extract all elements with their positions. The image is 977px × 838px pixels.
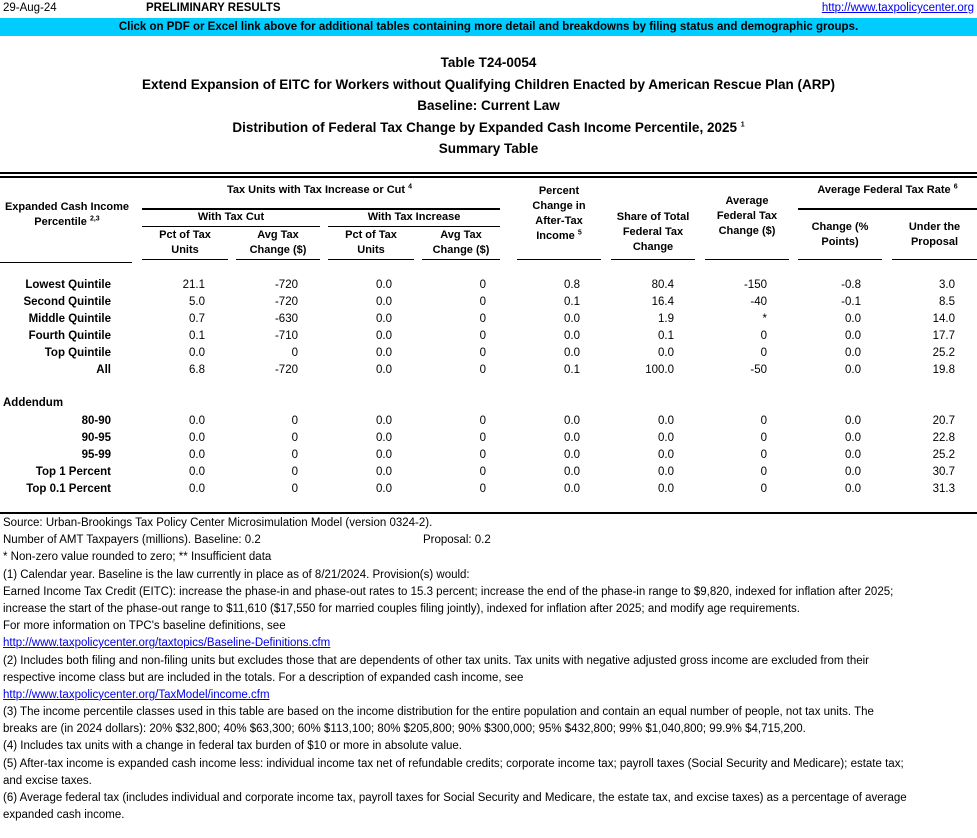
share-total-change-cell: 80.4 [651, 279, 674, 291]
footnote-3-cont: breaks are (in 2024 dollars): 20% $32,800; 40% $63,300; 60% $113,100; 80% $205,800; 90% $300,000; 95% $432,800; 99% $1,040,800; 99.9% $4,715,200. [3, 723, 806, 736]
table-subtitle [0, 117, 977, 139]
header-line: Average [725, 195, 769, 207]
footnotes [3, 515, 975, 824]
rate-change-cell: 0.0 [845, 313, 861, 325]
pct-units-cut-cell: 6.8 [189, 364, 205, 376]
rate-change-cell: 0.0 [845, 347, 861, 359]
avg-change-increase-cell: 0 [479, 347, 486, 359]
pct-change-after-tax-cell: 0.0 [564, 466, 580, 478]
header-line: Percent [538, 185, 580, 197]
header-line: Federal Tax [716, 210, 778, 222]
footnote-6-cont: expanded cash income. [3, 809, 125, 822]
info-banner: Click on PDF or Excel link above for additional tables containing more detail and breakdowns by filing status and demographic groups. [0, 18, 977, 36]
row-label: Lowest Quintile [25, 279, 111, 291]
rate-under-proposal-cell: 22.8 [932, 432, 955, 444]
amt-baseline: Number of AMT Taxpayers (millions). Baseline: 0.2 [3, 534, 261, 547]
pct-units-increase-cell: 0.0 [376, 296, 392, 308]
avg-change-increase-header [422, 228, 500, 258]
row-header-line [0, 215, 134, 230]
rate-change-cell: 0.0 [845, 449, 861, 461]
header-underline [611, 259, 695, 260]
header-line: Federal Tax [622, 226, 684, 238]
share-total-change-cell: 16.4 [651, 296, 674, 308]
header-line [517, 229, 601, 244]
rate-under-proposal-cell: 25.2 [932, 347, 955, 359]
pct-units-increase-cell: 0.0 [376, 415, 392, 427]
pct-units-cut-cell: 0.0 [189, 432, 205, 444]
share-total-header [611, 210, 695, 255]
with-tax-cut-header: With Tax Cut [197, 211, 265, 223]
avg-fed-tax-change-cell: -40 [750, 296, 767, 308]
row-label: All [96, 364, 111, 376]
avg-fed-tax-change-cell: 0 [760, 483, 767, 495]
rate-under-proposal-cell: 8.5 [939, 296, 955, 308]
rate-change-cell: -0.1 [841, 296, 861, 308]
addendum-label: Addendum [3, 397, 64, 409]
tpc-site-link[interactable]: http://www.taxpolicycenter.org [821, 2, 974, 14]
avg-fed-tax-change-cell: 0 [760, 466, 767, 478]
pct-units-cut-cell: 0.1 [189, 330, 205, 342]
pct-change-after-tax-cell: 0.0 [564, 415, 580, 427]
row-label: Middle Quintile [28, 313, 111, 325]
footnote-ref: 4 [408, 183, 413, 191]
header-line: Points) [821, 236, 859, 248]
pct-units-increase-header [328, 228, 414, 258]
avg-change-cut-cell: 0 [291, 449, 298, 461]
header-text: Income [536, 230, 575, 242]
avg-fed-rate-group-header [798, 183, 977, 198]
header-line: Pct of Tax [159, 229, 211, 241]
footnote-3: (3) The income percentile classes used in this table are based on the income distribution for the entire population and contain an equal number of people, not tax units. The [3, 706, 874, 719]
rate-under-proposal-cell: 31.3 [932, 483, 955, 495]
header-underline [422, 259, 500, 260]
footnote-2-cont: respective income class but are included in the totals. For a description of expanded cash income, see [3, 671, 524, 684]
avg-fed-tax-change-cell: 0 [760, 415, 767, 427]
header-underline [142, 259, 228, 260]
rate-under-proposal-cell: 19.8 [932, 364, 955, 376]
pct-units-increase-cell: 0.0 [376, 466, 392, 478]
avg-change-increase-cell: 0 [479, 449, 486, 461]
footnote-ref: 2,3 [89, 215, 100, 223]
footnote-1: (1) Calendar year. Baseline is the law currently in place as of 8/21/2024. Provision(s) would: [3, 568, 470, 581]
footnote-1-phaseout: increase the start of the phase-out range to $11,610 ($17,550 for married couples filing jointly), indexed for inflation after 2025; and modify age requirements. [3, 602, 800, 615]
row-label: 90-95 [81, 432, 111, 444]
footnote-4: (4) Includes tax units with a change in federal tax burden of $10 or more in absolute value. [3, 740, 462, 753]
rate-change-cell: 0.0 [845, 483, 861, 495]
footnote-ref: 6 [953, 183, 958, 191]
avg-change-increase-cell: 0 [479, 330, 486, 342]
rate-change-cell: -0.8 [841, 279, 861, 291]
header-line: Avg Tax [257, 229, 299, 241]
report-date: 29-Aug-24 [3, 2, 57, 14]
avg-change-increase-cell: 0 [479, 466, 486, 478]
pct-units-increase-cell: 0.0 [376, 279, 392, 291]
top-rule [0, 172, 977, 174]
footnote-ref: 5 [577, 229, 582, 237]
pct-change-after-tax-cell: 0.0 [564, 330, 580, 342]
pct-units-cut-header [142, 228, 228, 258]
pct-change-after-tax-cell: 0.0 [564, 432, 580, 444]
share-total-change-cell: 1.9 [658, 313, 674, 325]
pct-change-after-tax-cell: 0.1 [564, 364, 580, 376]
legend-note: * Non-zero value rounded to zero; ** Insufficient data [3, 551, 272, 564]
avg-change-increase-cell: 0 [479, 279, 486, 291]
rate-under-proposal-cell: 17.7 [932, 330, 955, 342]
rate-under-proposal-header [892, 220, 977, 250]
preliminary-results-label: PRELIMINARY RESULTS [146, 2, 281, 14]
share-total-change-cell: 0.0 [658, 415, 674, 427]
baseline-definitions-link[interactable]: http://www.taxpolicycenter.org/taxtopics/Baseline-Definitions.cfm [3, 637, 331, 650]
rate-change-header [798, 220, 882, 250]
header-line: Units [171, 244, 199, 256]
avg-fed-tax-change-cell: 0 [760, 347, 767, 359]
pct-units-cut-cell: 0.0 [189, 449, 205, 461]
pct-change-after-tax-cell: 0.0 [564, 483, 580, 495]
avg-change-cut-cell: 0 [291, 483, 298, 495]
avg-change-cut-cell: 0 [291, 347, 298, 359]
avg-fed-tax-change-cell: 0 [760, 432, 767, 444]
group-header-text: Tax Units with Tax Increase or Cut [226, 184, 406, 196]
header-underline [328, 259, 414, 260]
subgroup-underline [328, 226, 500, 227]
group-underline [798, 208, 977, 210]
share-total-change-cell: 100.0 [645, 364, 674, 376]
row-label: Fourth Quintile [28, 330, 111, 342]
footnote-ref: 1 [740, 121, 745, 128]
avg-fed-tax-change-cell: 0 [760, 449, 767, 461]
share-total-change-cell: 0.0 [658, 466, 674, 478]
header-line: Change ($) [718, 225, 776, 237]
amt-proposal: Proposal: 0.2 [423, 534, 491, 547]
row-label: 80-90 [81, 415, 111, 427]
avg-change-cut-cell: -630 [274, 313, 298, 325]
row-label: 95-99 [81, 449, 111, 461]
avg-change-cut-cell: -710 [274, 330, 298, 342]
tax-units-group-header [142, 183, 497, 198]
row-label: Top 0.1 Percent [26, 483, 111, 495]
header-underline [0, 262, 132, 263]
summary-label: Summary Table [438, 141, 539, 156]
rate-change-cell: 0.0 [845, 466, 861, 478]
rate-under-proposal-cell: 14.0 [932, 313, 955, 325]
top-bar [0, 0, 977, 18]
table-titles [0, 52, 977, 160]
pct-change-after-tax-cell: 0.8 [564, 279, 580, 291]
avg-change-increase-cell: 0 [479, 364, 486, 376]
pct-units-cut-cell: 5.0 [189, 296, 205, 308]
footnote-5-cont: and excise taxes. [3, 774, 92, 787]
header-line: Change in [532, 200, 586, 212]
header-underline [892, 259, 977, 260]
row-header-line: Expanded Cash Income [4, 201, 130, 213]
source-note: Source: Urban-Brookings Tax Policy Center Microsimulation Model (version 0324-2). [3, 517, 433, 529]
footnote-6: (6) Average federal tax (includes individual and corporate income tax, payroll taxes for Social Security and Medicare, the estate tax, and excise taxes) as a percentage of average [3, 792, 907, 804]
rate-under-proposal-cell: 25.2 [932, 449, 955, 461]
pct-units-increase-cell: 0.0 [376, 313, 392, 325]
avg-change-cut-cell: -720 [274, 296, 298, 308]
group-header-text: Average Federal Tax Rate [817, 184, 951, 196]
baseline-label: Baseline: Current Law [417, 98, 560, 113]
pct-units-increase-cell: 0.0 [376, 347, 392, 359]
rate-change-cell: 0.0 [845, 432, 861, 444]
header-line: Under the [908, 221, 961, 233]
rate-change-cell: 0.0 [845, 415, 861, 427]
footnote-1-more-info: For more information on TPC's baseline definitions, see [3, 620, 286, 633]
avg-change-cut-cell: 0 [291, 415, 298, 427]
income-definition-link[interactable]: http://www.taxpolicycenter.org/TaxModel/income.cfm [3, 688, 270, 701]
avg-fed-tax-change-cell: * [762, 313, 767, 325]
avg-change-cut-cell: -720 [274, 279, 298, 291]
pct-units-increase-cell: 0.0 [376, 432, 392, 444]
pct-units-increase-cell: 0.0 [376, 364, 392, 376]
bottom-rule [0, 512, 977, 514]
footnote-5: (5) After-tax income is expanded cash income less: individual income tax net of refundable credits; corporate income tax; payroll taxes (Social Security and Medicare); estate tax; [3, 757, 904, 770]
row-label: Second Quintile [23, 296, 111, 308]
row-label: Top 1 Percent [35, 466, 111, 478]
avg-change-increase-cell: 0 [479, 432, 486, 444]
pct-change-after-tax-cell: 0.0 [564, 313, 580, 325]
header-line: Avg Tax [440, 229, 482, 241]
header-line: Change ($) [249, 244, 307, 256]
pct-change-after-tax-cell: 0.1 [564, 296, 580, 308]
header-line: Units [357, 244, 385, 256]
avg-change-increase-cell: 0 [479, 296, 486, 308]
rate-change-cell: 0.0 [845, 364, 861, 376]
avg-change-cut-cell: 0 [291, 466, 298, 478]
pct-after-tax-header [517, 184, 601, 244]
avg-fed-tax-change-cell: -150 [743, 279, 767, 291]
subtitle-text: Distribution of Federal Tax Change by Expanded Cash Income Percentile, 2025 [232, 119, 737, 135]
avg-fed-tax-header [705, 194, 789, 239]
footnote-2: (2) Includes both filing and non-filing units but excludes those that are dependents of other tax units. Tax units with negative adjusted gross income are excluded from their [3, 654, 869, 667]
header-line: Share of Total [616, 211, 690, 223]
header-line: Change ($) [432, 244, 490, 256]
avg-change-cut-header [236, 228, 320, 258]
pct-units-cut-cell: 0.0 [189, 466, 205, 478]
avg-change-increase-cell: 0 [479, 415, 486, 427]
header-underline [705, 259, 789, 260]
avg-fed-tax-change-cell: -50 [750, 364, 767, 376]
header-line: Pct of Tax [345, 229, 397, 241]
rate-change-cell: 0.0 [845, 330, 861, 342]
header-line: Change (% [811, 221, 869, 233]
pct-units-increase-cell: 0.0 [376, 330, 392, 342]
amt-note [3, 532, 975, 549]
pct-units-cut-cell: 0.0 [189, 415, 205, 427]
rate-under-proposal-cell: 20.7 [932, 415, 955, 427]
share-total-change-cell: 0.0 [658, 347, 674, 359]
header-line: Change [632, 241, 674, 253]
row-header-text: Percentile [34, 216, 87, 228]
share-total-change-cell: 0.0 [658, 483, 674, 495]
pct-units-increase-cell: 0.0 [376, 483, 392, 495]
pct-units-increase-cell: 0.0 [376, 449, 392, 461]
header-line: Proposal [910, 236, 959, 248]
pct-units-cut-cell: 21.1 [182, 279, 205, 291]
footnote-1-eitc: Earned Income Tax Credit (EITC): increase the phase-in and phase-out rates to 15.3 percent; increase the end of the phase-in range to $9,820, indexed for inflation after 2025; [3, 585, 894, 598]
pct-change-after-tax-cell: 0.0 [564, 347, 580, 359]
pct-units-cut-cell: 0.0 [189, 483, 205, 495]
share-total-change-cell: 0.0 [658, 432, 674, 444]
share-total-change-cell: 0.1 [658, 330, 674, 342]
subgroup-underline [142, 226, 320, 227]
table-title: Extend Expansion of EITC for Workers without Qualifying Children Enacted by American Rescue Plan (ARP) [141, 76, 836, 92]
pct-units-cut-cell: 0.0 [189, 347, 205, 359]
header-underline [236, 259, 320, 260]
avg-change-increase-cell: 0 [479, 483, 486, 495]
share-total-change-cell: 0.0 [658, 449, 674, 461]
avg-change-cut-cell: -720 [274, 364, 298, 376]
table-id: Table T24-0054 [440, 55, 537, 70]
row-label: Top Quintile [44, 347, 111, 359]
with-tax-increase-header: With Tax Increase [367, 211, 461, 223]
header-underline [798, 259, 882, 260]
header-underline [517, 259, 601, 260]
pct-units-cut-cell: 0.7 [189, 313, 205, 325]
avg-change-cut-cell: 0 [291, 432, 298, 444]
avg-fed-tax-change-cell: 0 [760, 330, 767, 342]
avg-change-increase-cell: 0 [479, 313, 486, 325]
pct-change-after-tax-cell: 0.0 [564, 449, 580, 461]
rate-under-proposal-cell: 30.7 [932, 466, 955, 478]
header-line: After-Tax [535, 215, 583, 227]
top-rule-2 [0, 176, 977, 178]
rate-under-proposal-cell: 3.0 [939, 279, 955, 291]
row-header [0, 200, 134, 230]
